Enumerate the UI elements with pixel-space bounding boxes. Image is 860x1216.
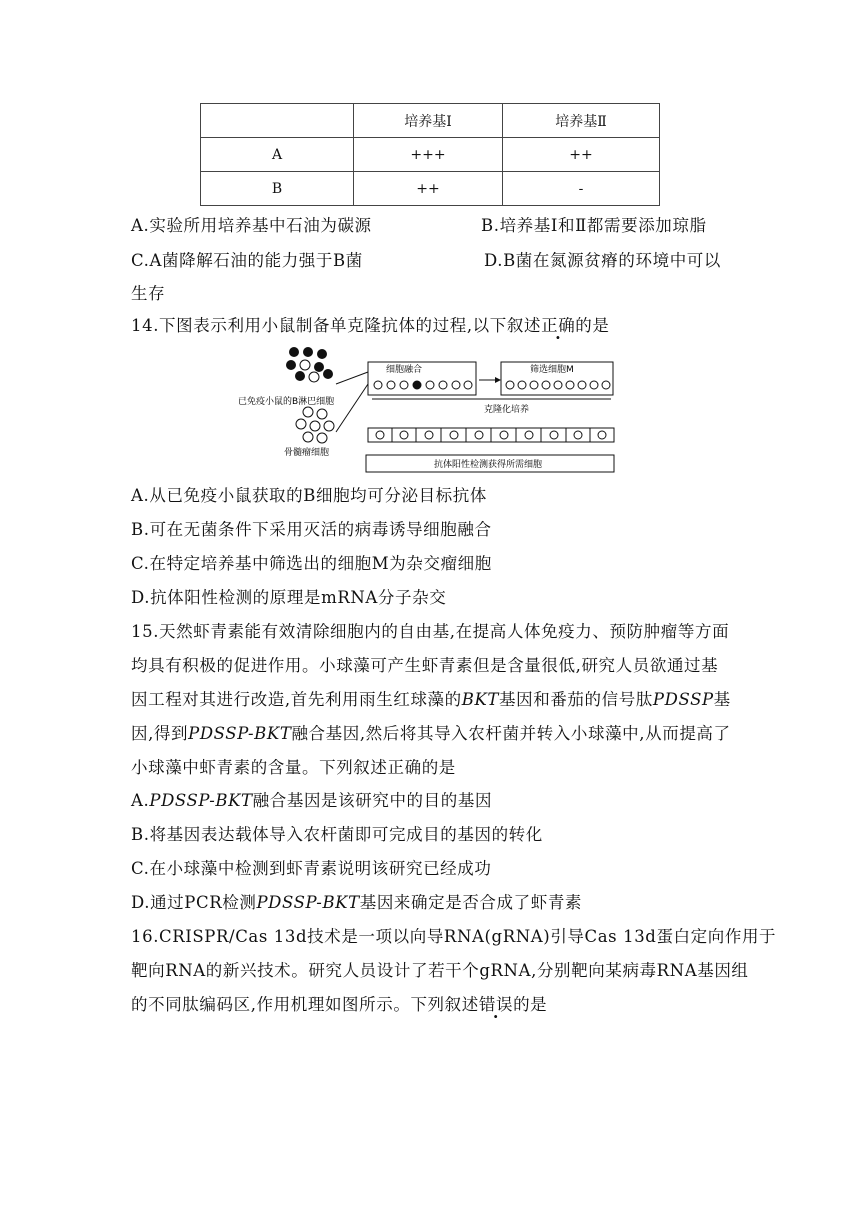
q14-option-d: D.抗体阳性检测的原理是mRNA分子杂交 (131, 588, 447, 607)
q14-option-b: B.可在无菌条件下采用灭活的病毒诱导细胞融合 (131, 520, 492, 539)
q15-line-3-text: 基 (713, 690, 731, 709)
q14-stem (131, 316, 610, 336)
q14-option-c: C.在特定培养基中筛选出的细胞M为杂交瘤细胞 (131, 554, 492, 573)
q16-emphasis-wrong: 错误 (478, 995, 514, 1014)
q13-option-d-continued: 生存 (131, 284, 166, 303)
gene-pdssp-bkt: PDSSP-BKT (149, 791, 253, 810)
b-lymphocyte-cluster (286, 347, 333, 382)
figure-label-clone: 克隆化培养 (484, 405, 530, 415)
figure-label-screen: 筛选细胞M (530, 365, 574, 375)
q14-stem-text: 14.下图表示利用小鼠制备单克隆抗体的过程,以下叙述 (131, 316, 542, 335)
table-header-cell: 培养基Ⅰ (354, 104, 503, 138)
myeloma-cell-cluster (296, 407, 334, 443)
q15-line-3 (131, 690, 731, 710)
q16-line-3 (131, 995, 547, 1015)
table-header-cell (201, 104, 354, 138)
figure-label-b-cells: 已免疫小鼠的B淋巴细胞 (238, 397, 335, 407)
q15-line-3-text: 基因和番茄的信号肽 (499, 690, 653, 709)
arrow-line (336, 372, 368, 384)
table-cell: ++ (354, 172, 503, 206)
q13-option-b: B.培养基Ⅰ和Ⅱ都需要添加琼脂 (481, 216, 707, 235)
option-text: D.通过PCR检测 (131, 893, 257, 912)
q16-line-1: 16.CRISPR/Cas 13d技术是一项以向导RNA(gRNA)引导Cas 13d蛋白定向作用于 (131, 927, 777, 946)
q13-option-c: C.A菌降解石油的能力强于B菌 (131, 251, 363, 270)
table-cell: +++ (354, 138, 503, 172)
q15-option-d (131, 893, 582, 913)
table-row (201, 172, 660, 206)
gene-pdssp-bkt: PDSSP-BKT (188, 724, 292, 743)
figure-label-myeloma: 骨髓瘤细胞 (284, 448, 330, 458)
q13-option-d: D.B菌在氮源贫瘠的环境中可以 (484, 251, 722, 270)
q15-option-c: C.在小球藻中检测到虾青素说明该研究已经成功 (131, 859, 492, 878)
q15-option-a (131, 791, 492, 811)
q14-option-a: A.从已免疫小鼠获取的B细胞均可分泌目标抗体 (131, 486, 487, 505)
q15-line-4-text: 融合基因,然后将其导入农杆菌并转入小球藻中,从而提高了 (291, 724, 731, 743)
clone-wells (392, 428, 590, 442)
q16-line-3-text: 的不同肽编码区,作用机理如图所示。下列叙述 (131, 995, 479, 1014)
table-cell: B (201, 172, 354, 206)
table-header-row (201, 104, 660, 138)
figure-label-fusion: 细胞融合 (386, 365, 423, 375)
option-text: 基因来确定是否合成了虾青素 (359, 893, 583, 912)
q13-option-a: A.实验所用培养基中石油为碳源 (131, 216, 372, 235)
q15-line-3-text: 因工程对其进行改造,首先利用雨生红球藻的 (131, 690, 462, 709)
q14-stem-end: 的是 (575, 316, 610, 335)
q15-line-4-text: 因,得到 (131, 724, 189, 743)
gene-pdssp: PDSSP (652, 690, 714, 709)
option-letter: A. (131, 791, 150, 810)
option-text: 融合基因是该研究中的目的基因 (252, 791, 493, 810)
table-cell: - (503, 172, 660, 206)
monoclonal-antibody-figure (236, 344, 626, 474)
table-row (201, 138, 660, 172)
arrow-line (336, 384, 368, 432)
q14-emphasis-correct: 正确 (541, 316, 576, 335)
culture-results-table (200, 103, 660, 206)
q15-line-4 (131, 724, 731, 744)
gene-pdssp-bkt: PDSSP-BKT (256, 893, 360, 912)
q15-line-5: 小球藻中虾青素的含量。下列叙述正确的是 (131, 758, 456, 777)
table-header-cell: 培养基Ⅱ (503, 104, 660, 138)
screened-cells-row (506, 381, 610, 389)
fused-cells-row (374, 381, 472, 389)
figure-label-detect: 抗体阳性检测获得所需细胞 (434, 460, 543, 470)
table-cell: ++ (503, 138, 660, 172)
q15-option-b: B.将基因表达载体导入农杆菌即可完成目的基因的转化 (131, 825, 543, 844)
arrow-head (495, 377, 501, 383)
q15-line-2: 均具有积极的促进作用。小球藻可产生虾青素但是含量很低,研究人员欲通过基 (131, 656, 719, 675)
gene-bkt: BKT (461, 690, 500, 709)
q15-line-1: 15.天然虾青素能有效清除细胞内的自由基,在提高人体免疫力、预防肿瘤等方面 (131, 622, 730, 641)
table-cell: A (201, 138, 354, 172)
q16-line-3-end: 的是 (513, 995, 548, 1014)
q16-line-2: 靶向RNA的新兴技术。研究人员设计了若干个gRNA,分别靶向某病毒RNA基因组 (131, 961, 749, 980)
